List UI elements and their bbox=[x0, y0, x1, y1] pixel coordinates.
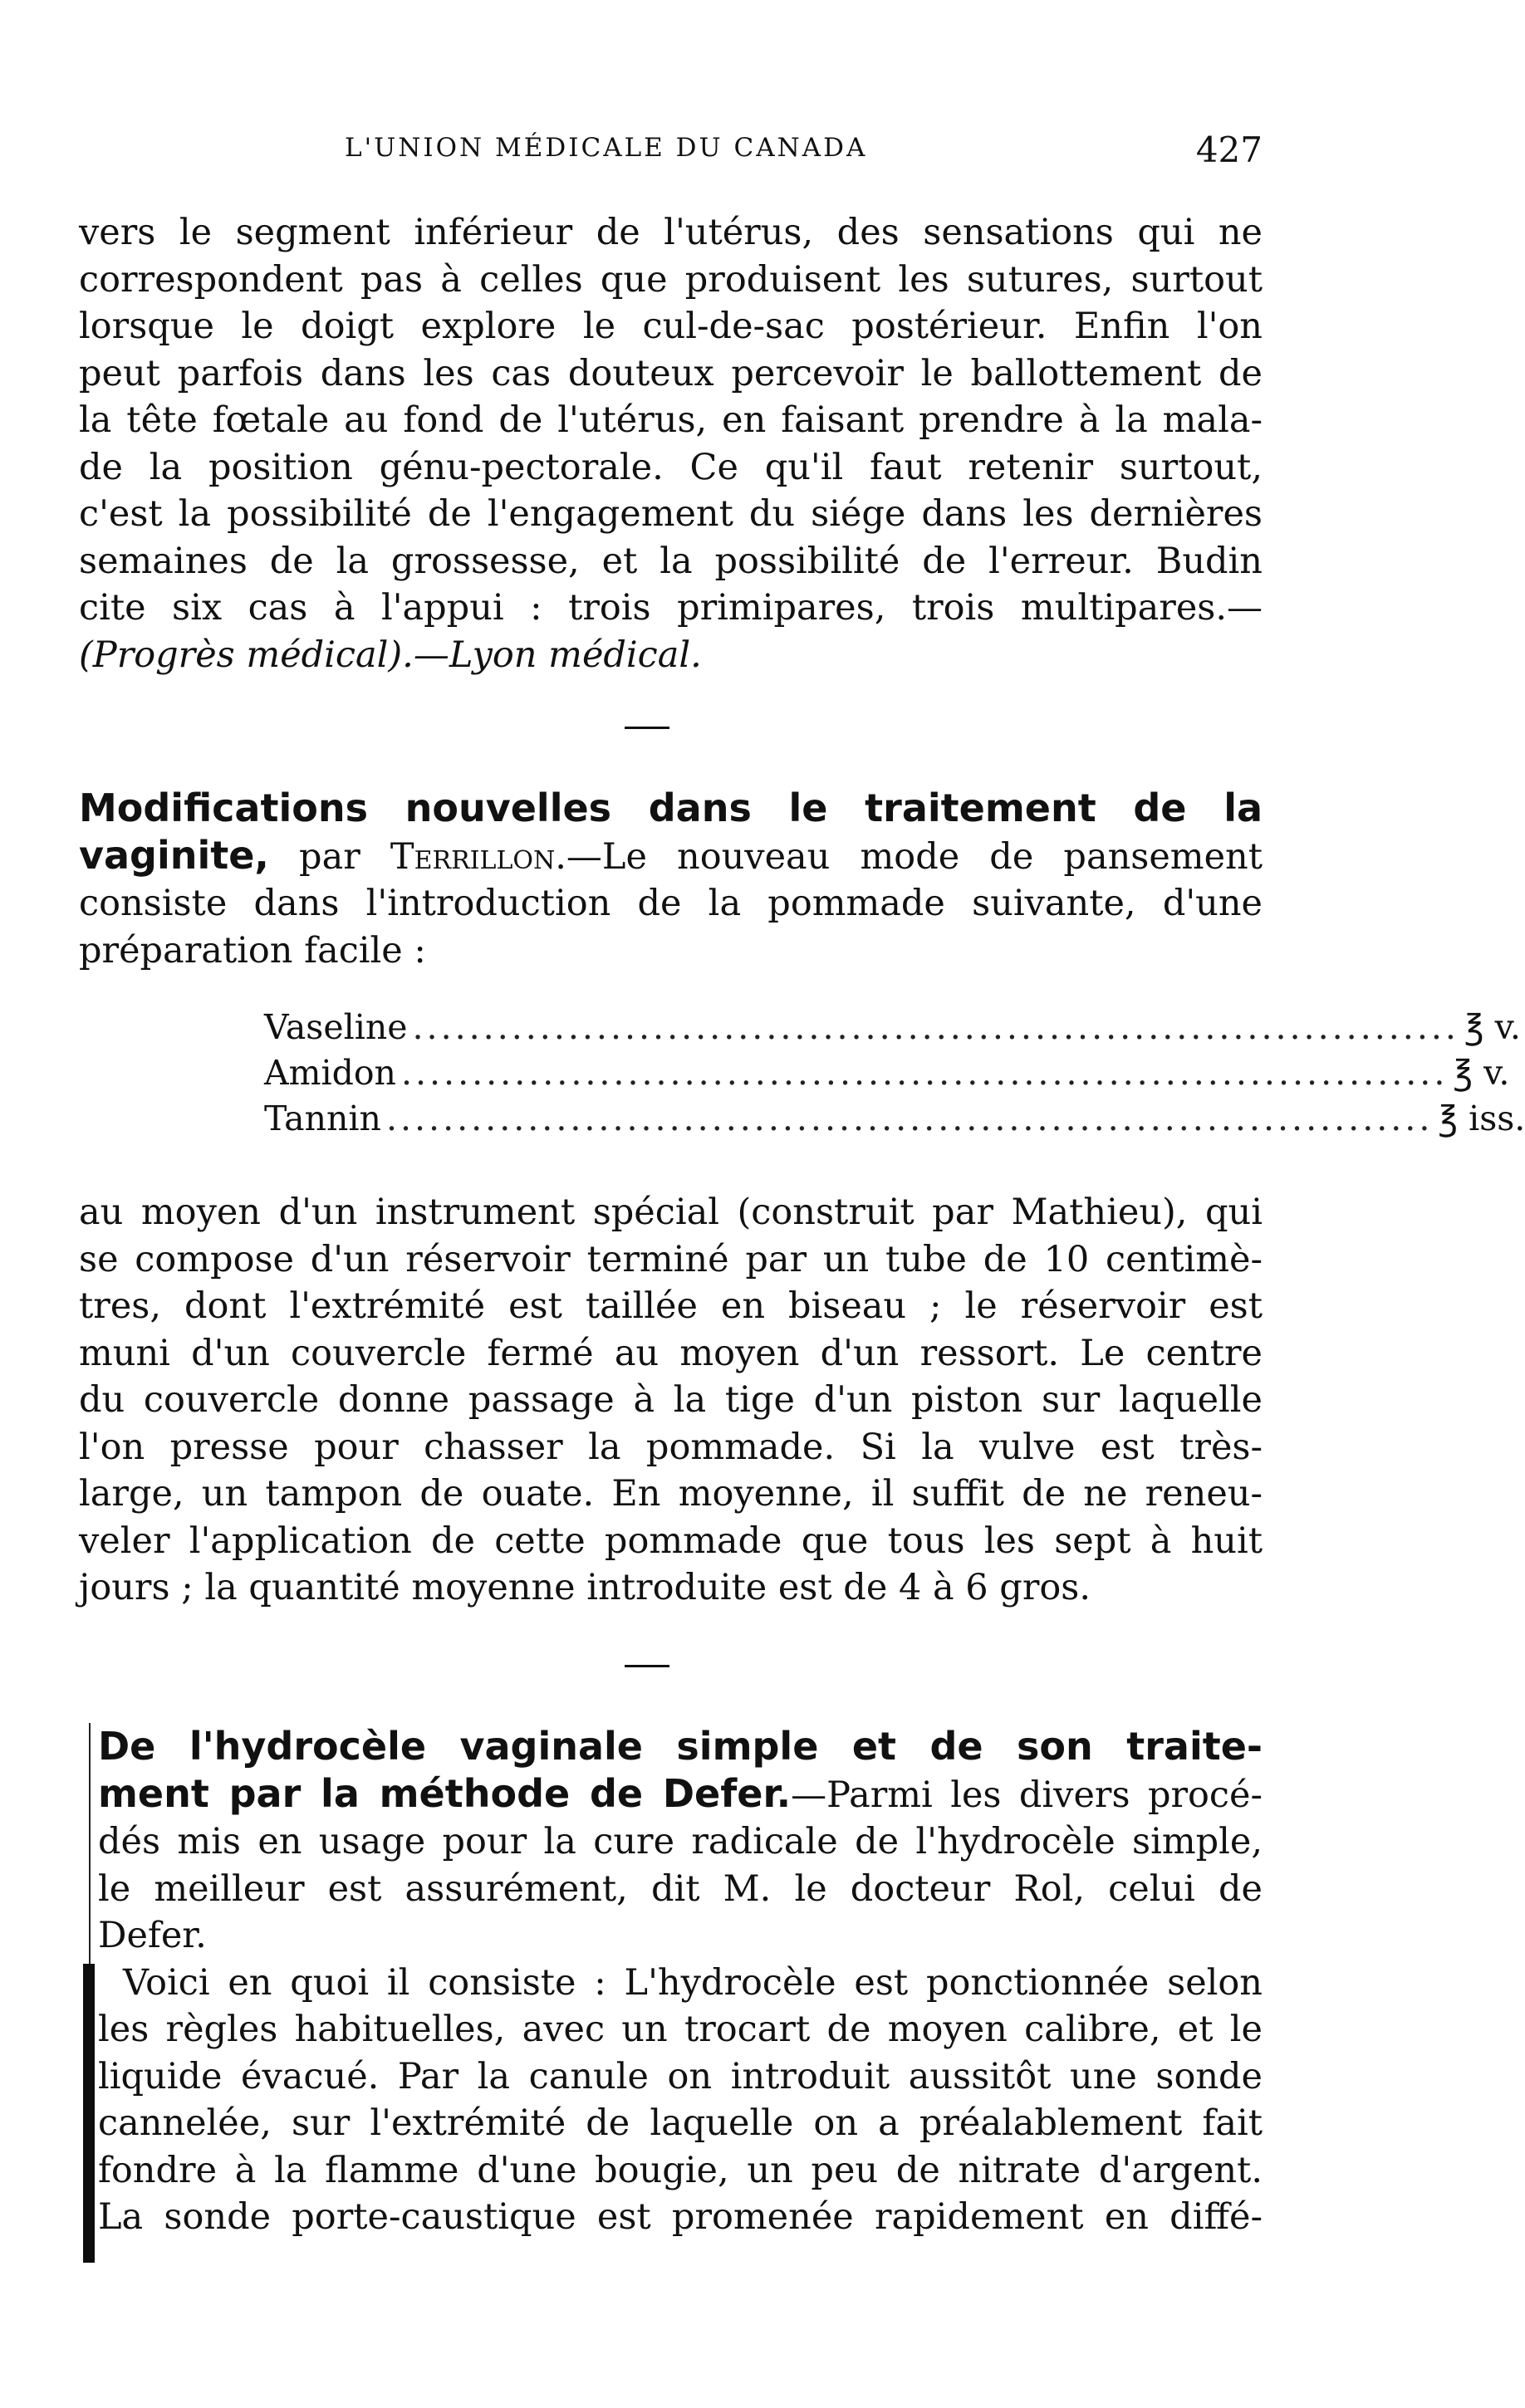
recipe-table bbox=[264, 1005, 1525, 1142]
article-title-continuation: vaginite, bbox=[79, 832, 269, 878]
recipe-row bbox=[264, 1050, 1510, 1096]
author-name: Terrillon bbox=[390, 835, 556, 878]
text-line: se compose d'un réservoir terminé par un tube de 10 centimè- bbox=[79, 1238, 1263, 1280]
ingredient-name: Vaseline bbox=[264, 1007, 408, 1047]
leader-dots: .......................................................................... bbox=[400, 1053, 1449, 1093]
text-line: large, un tampon de ouate. En moyenne, il suffit de ne reneu- bbox=[79, 1473, 1263, 1515]
article-title-continuation: ment par la méthode de Defer. bbox=[98, 1770, 792, 1816]
text-line bbox=[98, 1770, 1263, 1819]
ingredient-quantity: ℥ v. bbox=[1453, 1053, 1510, 1093]
text-line: consiste dans l'introduction de la pommade suivante, d'une bbox=[79, 883, 1263, 924]
ingredient-name: Amidon bbox=[264, 1053, 396, 1093]
text-line: de la position génu-pectorale. Ce qu'il faut retenir surtout, bbox=[79, 446, 1263, 488]
text-line: peut parfois dans les cas douteux percevoir le ballottement de bbox=[79, 352, 1263, 394]
text-line: dés mis en usage pour la cure radicale de l'hydrocèle simple, bbox=[98, 1821, 1263, 1862]
ingredient-quantity: ℥ v. bbox=[1464, 1007, 1521, 1047]
text-line: tres, dont l'extrémité est taillée en biseau ; le réservoir est bbox=[79, 1285, 1263, 1327]
text-run: .—Le nouveau mode de pansement bbox=[555, 835, 1263, 878]
text-line: fondre à la flamme d'une bougie, un peu de nitrate d'argent. bbox=[98, 2149, 1263, 2191]
text-line: lorsque le doigt explore le cul-de-sac postérieur. Enfin l'on bbox=[79, 306, 1263, 347]
text-line: au moyen d'un instrument spécial (construit par Mathieu), qui bbox=[79, 1192, 1263, 1233]
text-line: correspondent pas à celles que produisent les sutures, surtout bbox=[79, 258, 1263, 301]
text-line: le meilleur est assurément, dit M. le docteur Rol, celui de bbox=[98, 1867, 1263, 1910]
text-line: jours ; la quantité moyenne introduite est de 4 à 6 gros. bbox=[79, 1567, 1091, 1608]
text-line: veler l'application de cette pommade que tous les sept à huit bbox=[79, 1520, 1263, 1562]
text-line: préparation facile : bbox=[79, 929, 426, 972]
ingredient-name: Tannin bbox=[264, 1099, 381, 1138]
section-divider bbox=[625, 727, 669, 729]
ingredient-quantity: ℥ iss. bbox=[1438, 1099, 1525, 1138]
article-hydrocele bbox=[98, 1723, 1263, 2241]
text-line: cite six cas à l'appui : trois primipares, trois multipares.— bbox=[79, 587, 1263, 629]
running-title: L'UNION MÉDICALE DU CANADA bbox=[345, 133, 868, 163]
text-run: —Parmi les divers procé- bbox=[791, 1774, 1263, 1816]
leader-dots: .......................................................................... bbox=[385, 1099, 1434, 1138]
text-line: liquide évacué. Par la canule on introduit aussitôt une sonde bbox=[98, 2055, 1263, 2097]
text-line: semaines de la grossesse, et la possibilité de l'erreur. Budin bbox=[79, 540, 1263, 582]
paragraph-continuation bbox=[79, 209, 1263, 678]
page-header bbox=[79, 130, 1263, 174]
scan-margin-bar bbox=[83, 1964, 95, 2263]
text-line: c'est la possibilité de l'engagement du siége dans les dernières bbox=[79, 493, 1263, 535]
page-number: 427 bbox=[1195, 130, 1263, 170]
text-line: cannelée, sur l'extrémité de laquelle on a préalablement fait bbox=[98, 2102, 1263, 2144]
text-line bbox=[79, 832, 1263, 881]
scan-margin-line bbox=[89, 1723, 91, 1964]
text-line: du couvercle donne passage à la tige d'un piston sur laquelle bbox=[79, 1379, 1263, 1421]
text-line: Defer. bbox=[98, 1915, 207, 1956]
text-line: La sonde porte-caustique est promenée rapidement en diffé- bbox=[98, 2196, 1263, 2238]
text-line: Voici en quoi il consiste : L'hydrocèle est ponctionnée selon bbox=[123, 1961, 1263, 2004]
text-line: vers le segment inférieur de l'utérus, des sensations qui ne bbox=[79, 212, 1263, 253]
article-title: De l'hydrocèle vaginale simple et de son traite- bbox=[98, 1724, 1263, 1769]
recipe-row bbox=[264, 1096, 1525, 1142]
article-title: Modifications nouvelles dans le traitement de la bbox=[79, 786, 1263, 830]
article-vaginite bbox=[79, 785, 1263, 974]
byline-prefix: par bbox=[268, 835, 390, 878]
section-divider bbox=[625, 1665, 669, 1667]
text-line: muni d'un couvercle fermé au moyen d'un ressort. Le centre bbox=[79, 1332, 1263, 1374]
text-line: l'on presse pour chasser la pommade. Si la vulve est très- bbox=[79, 1426, 1263, 1468]
text-line: la tête fœtale au fond de l'utérus, en faisant prendre à la mala- bbox=[79, 399, 1263, 441]
source-citation: (Progrès médical).—Lyon médical. bbox=[79, 634, 702, 676]
leader-dots: .......................................................................... bbox=[412, 1007, 1459, 1047]
recipe-row bbox=[264, 1005, 1521, 1050]
article-vaginite-body bbox=[79, 1189, 1263, 1612]
text-line: les règles habituelles, avec un trocart de moyen calibre, et le bbox=[98, 2009, 1263, 2050]
